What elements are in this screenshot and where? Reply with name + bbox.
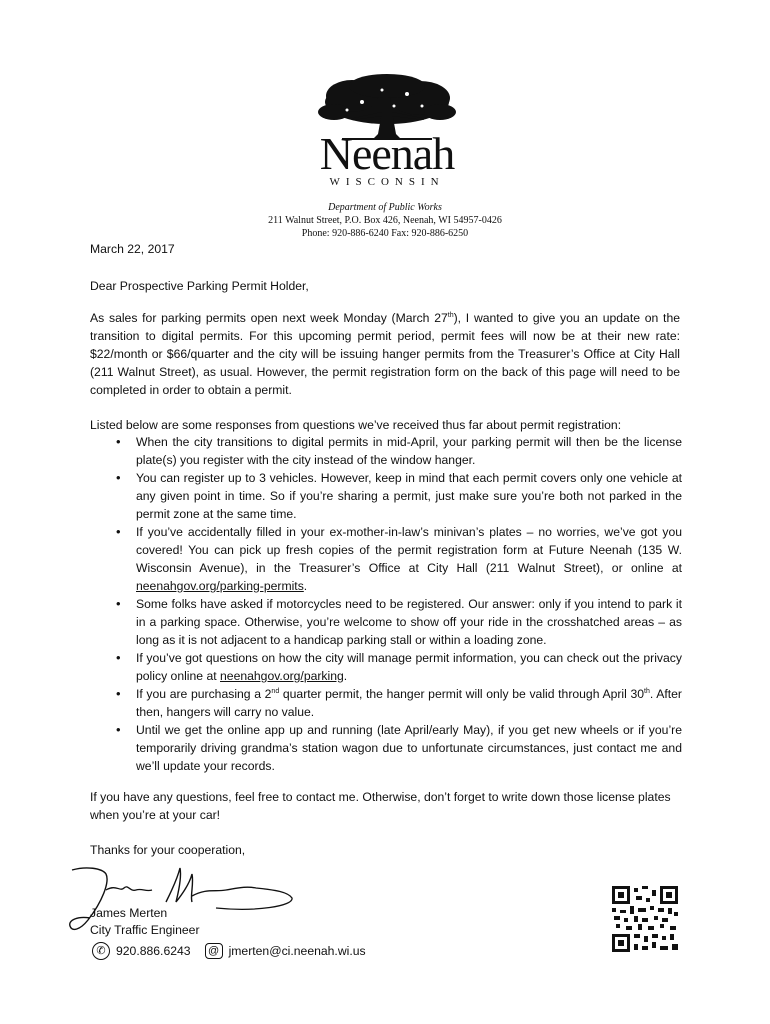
contact-email[interactable]: jmerten@ci.neenah.wi.us	[228, 944, 366, 958]
para1-text-a: As sales for parking permits open next week Monday (March 27	[90, 311, 448, 325]
bullet-text: . After then, hangers will carry no value.	[136, 687, 682, 719]
contact-phone: 920.886.6243	[116, 944, 191, 958]
logo-state: WISCONSIN	[329, 176, 445, 188]
bullet-text: Until we get the online app up and running (late April/early May), if you get new wheels or if you’re temporarily driving grandma’s station wagon due to unfortunate circumstances, just contact me and we’ll update your records.	[136, 723, 682, 773]
department-phone-fax: Phone: 920-886-6240 Fax: 920-886-6250	[301, 228, 469, 239]
department-address: 211 Walnut Street, P.O. Box 426, Neenah, WI 54957-0426	[268, 215, 502, 226]
letter-date: March 22, 2017	[90, 242, 175, 256]
signer-name: James Merten	[90, 906, 168, 920]
bullet-text-end: .	[303, 579, 308, 593]
bullet-text: quarter permit, the hanger permit will only be valid through April 30	[279, 687, 645, 701]
bullet-text: Some folks have asked if motorcycles need to be registered. Our answer: only if you intend to park it in a parking space. Otherwise, you’re welcome to show off your ride in the crosshatched areas – as long as it is not adjacent to a handicap parking stall or within a loading zone.	[136, 597, 682, 647]
list-item	[90, 469, 682, 523]
department-name: Department of Public Works	[328, 202, 442, 213]
parking-privacy-link[interactable]: neenahgov.org/parking	[220, 669, 344, 683]
parking-permits-link[interactable]: neenahgov.org/parking-permits	[136, 579, 304, 593]
logo-wordmark: Neenah	[319, 128, 455, 179]
list-item	[90, 595, 682, 649]
bullets-intro: Listed below are some responses from questions we’ve received thus far about permit registration:	[90, 418, 622, 432]
signer-title: City Traffic Engineer	[90, 923, 200, 937]
para1-sup: th	[447, 311, 454, 319]
ordinal-sup: nd	[271, 687, 280, 695]
list-item	[90, 685, 682, 721]
bullet-text: If you’ve accidentally filled in your ex-mother-in-law’s minivan’s plates – no worries, we’ve got you covered! You can pick up fresh copies of the permit registration form at Future Neenah (135 W. Wisconsin Avenue), in the Treasurer’s Office at City Hall (211 Walnut Street), or online at	[136, 525, 682, 575]
list-item	[90, 523, 682, 595]
bullet-text: If you are purchasing a 2	[136, 687, 272, 701]
paragraph-intro	[90, 309, 680, 399]
list-item	[90, 721, 682, 775]
list-item	[90, 433, 682, 469]
closing-paragraph: If you have any questions, feel free to contact me. Otherwise, don’t forget to write down those license plates when you’re at your car!	[90, 790, 671, 822]
bullet-text: When the city transitions to digital permits in mid-April, your parking permit will then be the license plate(s) you register with the city instead of the window hanger.	[136, 435, 682, 467]
bullet-text: You can register up to 3 vehicles. However, keep in mind that each permit covers only one vehicle at any given point in time. So if you’re sharing a permit, just make sure you’re both not parked in the permit zone at the same time.	[136, 471, 682, 521]
ordinal-sup: th	[644, 687, 650, 695]
at-sign-icon: @	[205, 943, 223, 959]
list-item	[90, 649, 682, 685]
para1-text-b: ), I wanted to give you an update on the transition to digital permits. For this upcoming permit period, permit fees will now be at their new rate: $22/month or $66/quarter and the city will be issuing hanger permits from the Treasurer’s Office at City Hall (211 Walnut Street), as usual. However, the permit registration form on the back of this page will need to be completed in order to obtain a permit.	[90, 311, 680, 397]
phone-icon: ✆	[92, 942, 110, 960]
faq-bullet-list	[90, 433, 682, 775]
thanks-line: Thanks for your cooperation,	[90, 843, 246, 857]
bullet-text-end: .	[343, 669, 348, 683]
qr-code-icon	[612, 886, 678, 952]
bullet-text: If you’ve got questions on how the city will manage permit information, you can check out the privacy policy online at	[136, 651, 682, 683]
salutation: Dear Prospective Parking Permit Holder,	[90, 279, 309, 293]
contact-line	[92, 941, 366, 961]
